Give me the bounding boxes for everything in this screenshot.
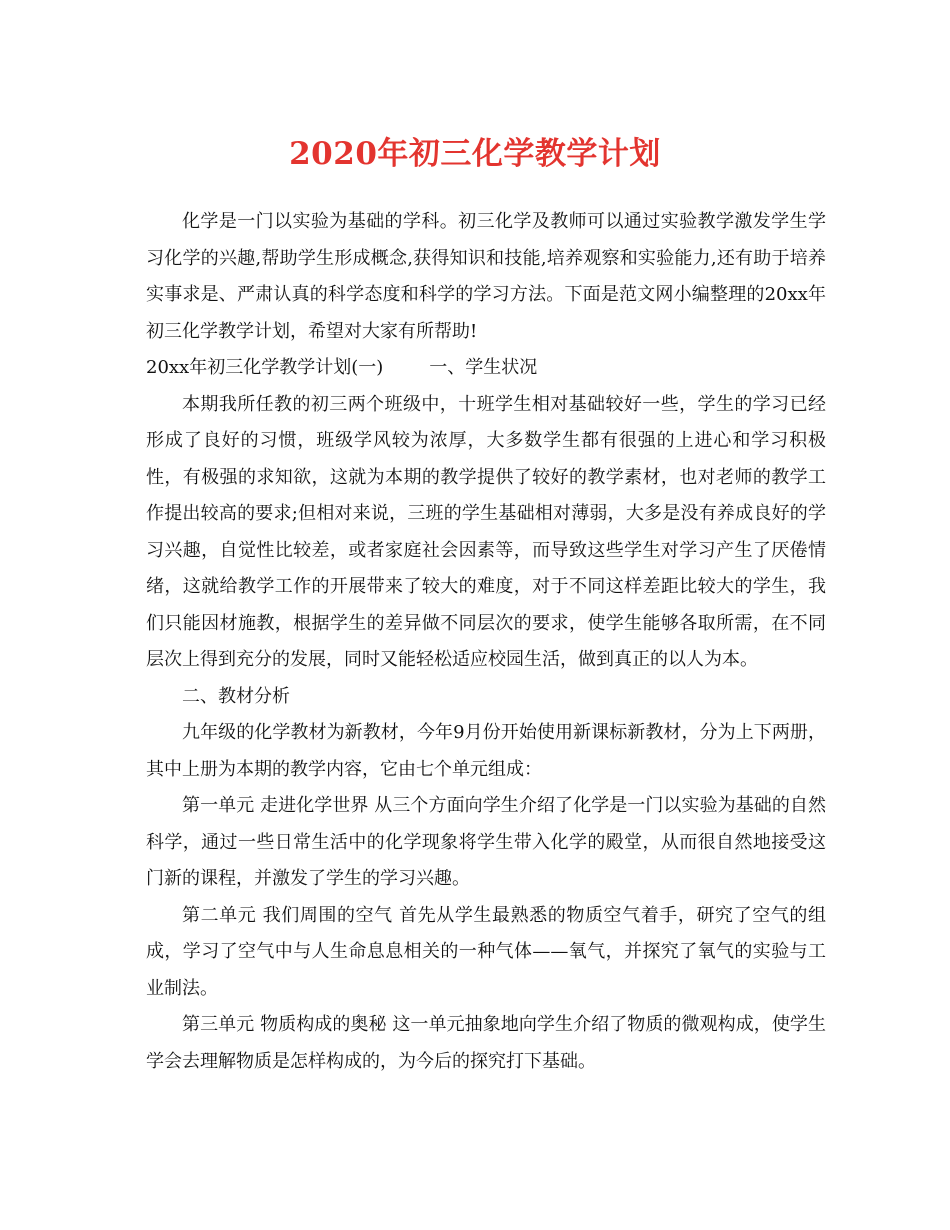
paragraph-unit-2: 第二单元 我们周围的空气 首先从学生最熟悉的物质空气着手，研究了空气的组成，学习了空气中与人生命息息相关的一种气体——氧气，并探究了氧气的实验与工业制法。 [146, 904, 826, 999]
paragraph-unit-3: 第三单元 物质构成的奥秘 这一单元抽象地向学生介绍了物质的微观构成，使学生学会去理解物质是怎样构成的，为今后的探究打下基础。 [146, 1014, 826, 1072]
paragraph-unit-1: 第一单元 走进化学世界 从三个方面向学生介绍了化学是一门以实验为基础的自然科学，通过一些日常生活中的化学现象将学生带入化学的殿堂，从而很自然地接受这门新的课程，并激发了学生的学习兴趣。 [146, 795, 826, 889]
paragraph-intro: 化学是一门以实验为基础的学科。初三化学及教师可以通过实验教学激发学生学习化学的兴趣,帮助学生形成概念,获得知识和技能,培养观察和实验能力,还有助于培养实事求是、严肃认真的科学态度和科学的学习方法。下面是范文网小编整理的20xx年初三化学教学计划，希望对大家有所帮助! [146, 211, 826, 342]
plan-heading-line [146, 350, 826, 387]
paragraph-student-situation: 本期我所任教的初三两个班级中，十班学生相对基础较好一些，学生的学习已经形成了良好的习惯，班级学风较为浓厚，大多数学生都有很强的上进心和学习积极性，有极强的求知欲，这就为本期的教学提供了较好的教学素材，也对老师的教学工作提出较高的要求;但相对来说，三班的学生基础相对薄弱，大多是没有养成良好的学习兴趣，自觉性比较差，或者家庭社会因素等，而导致这些学生对学习产生了厌倦情绪，这就给教学工作的开展带来了较大的难度，对于不同这样差距比较大的学生，我们只能因材施教，根据学生的差异做不同层次的要求，使学生能够各取所需，在不同层次上得到充分的发展，同时又能轻松适应校园生活，做到真正的以人为本。 [146, 393, 826, 670]
section-heading-student-situation: 一、学生状况 [429, 357, 538, 378]
paragraph-textbook-intro: 九年级的化学教材为新教材，今年9月份开始使用新课标新教材，分为上下两册，其中上册为本期的教学内容，它由七个单元组成： [146, 722, 826, 780]
plan-title: 20xx年初三化学教学计划(一) [146, 357, 384, 378]
document-title: 2020年初三化学教学计划 [289, 136, 661, 172]
section-heading-textbook-analysis: 二、教材分析 [182, 685, 290, 707]
document-body [146, 204, 826, 1080]
